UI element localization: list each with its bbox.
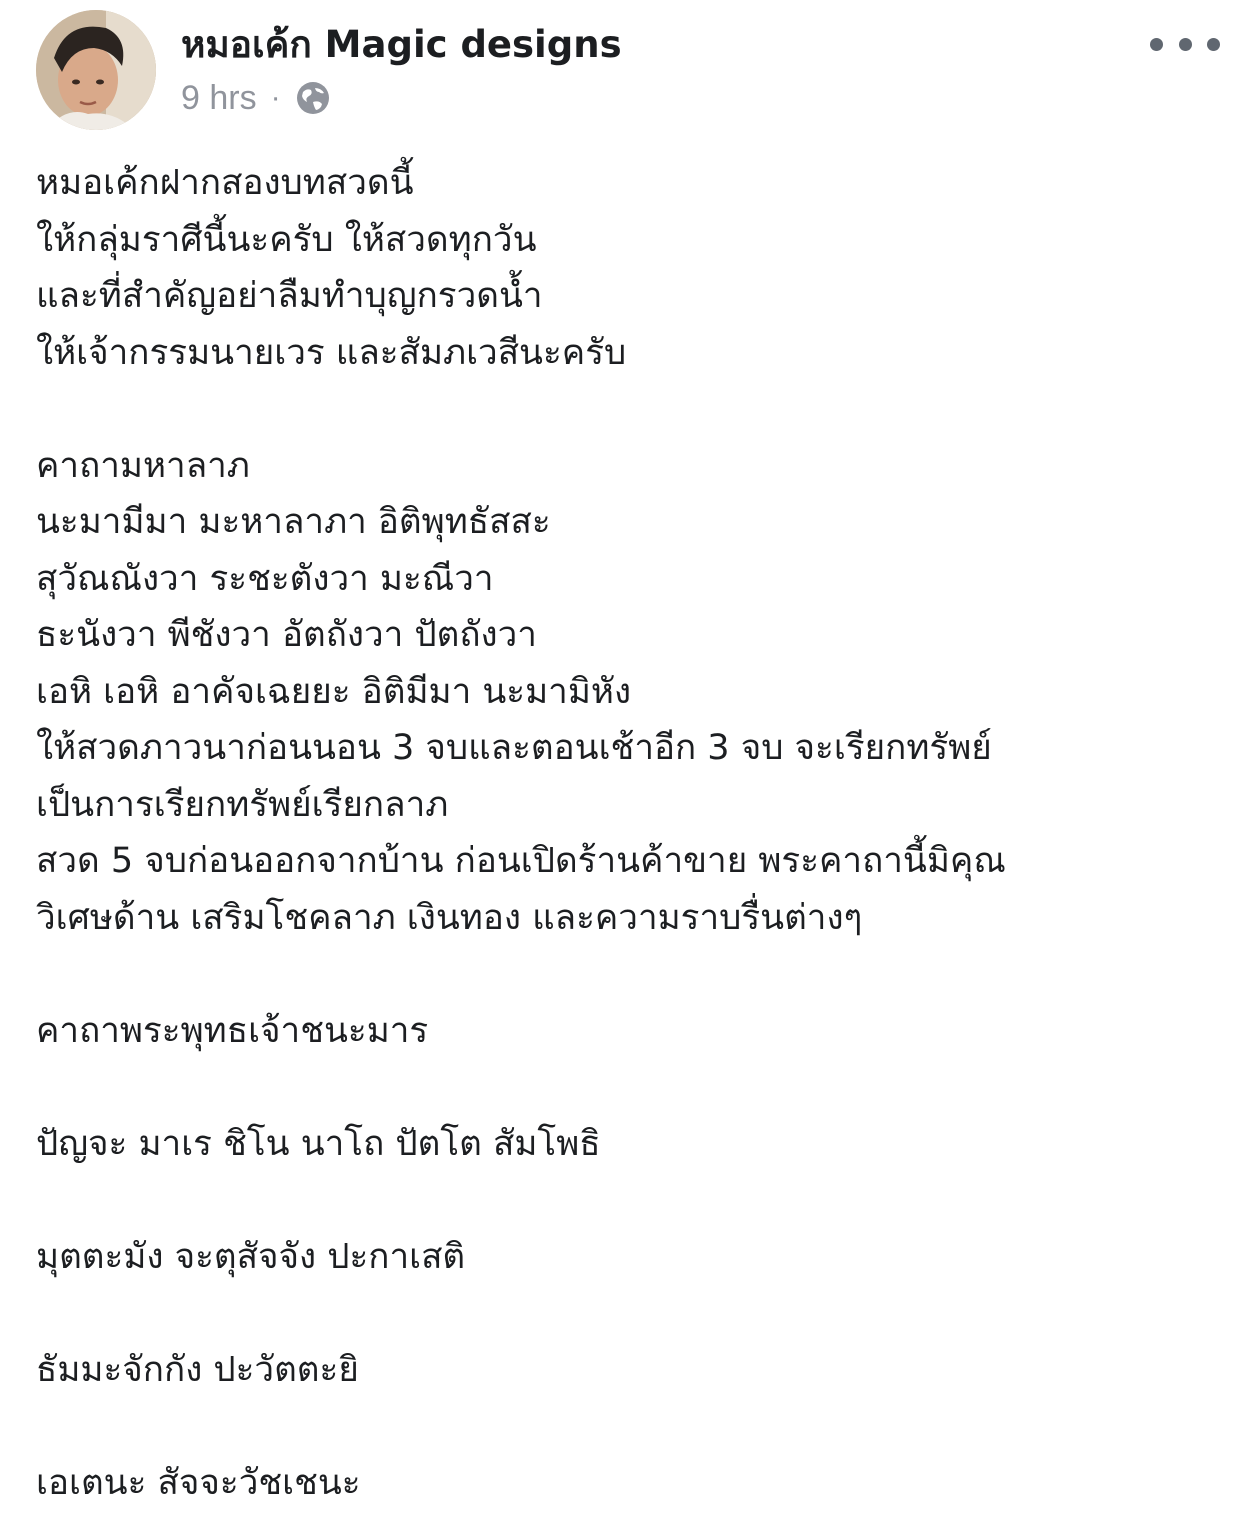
author-name[interactable]: หมอเค้ก Magic designs (181, 23, 622, 66)
post-header (0, 0, 1242, 140)
post-line: หมอเค้กฝากสองบทสวดนี้ (36, 163, 414, 203)
post-line: ปัญจะ มาเร ชิโน นาโถ ปัตโต สัมโพธิ (36, 1123, 601, 1164)
post-line: ธะนังวา พีชังวา อัตถังวา ปัตถังวา (36, 615, 537, 655)
more-options-button[interactable] (1150, 24, 1220, 64)
post-line: วิเศษด้าน เสริมโชคลาภ เงินทอง และความราบรื่นต่างๆ (36, 897, 863, 938)
meta-separator: · (270, 81, 281, 114)
more-horizontal-icon-dot (1207, 38, 1220, 51)
profile-photo-icon (36, 10, 156, 130)
post-text (36, 155, 1216, 1511)
author-avatar[interactable] (36, 10, 156, 130)
post-line: มุตตะมัง จะตุสัจจัง ปะกาเสติ (36, 1236, 466, 1277)
post-line (36, 946, 1216, 1003)
post-line: สุวัณณังวา ระชะตังวา มะณีวา (36, 558, 494, 599)
post-meta (181, 76, 331, 120)
post-line (36, 1172, 1216, 1229)
post-line: คาถาพระพุทธเจ้าชนะมาร (36, 1010, 429, 1051)
post-timestamp[interactable]: 9 hrs (181, 78, 257, 117)
globe-icon[interactable] (295, 80, 331, 116)
post-line: เป็นการเรียกทรัพย์เรียกลาภ (36, 784, 449, 825)
more-horizontal-icon-dot (1179, 38, 1192, 51)
post-line: นะมามีมา มะหาลาภา อิติพุทธัสสะ (36, 502, 551, 542)
post-line (36, 1059, 1216, 1116)
post-line: สวด 5 จบก่อนออกจากบ้าน ก่อนเปิดร้านค้าขาย พระคาถานี้มิคุณ (36, 841, 1006, 881)
post-line (36, 1285, 1216, 1342)
post-line: ให้กลุ่มราศีนี้นะครับ ให้สวดทุกวัน (36, 219, 537, 260)
post-line: ธัมมะจักกัง ปะวัตตะยิ (36, 1349, 359, 1390)
post-line (36, 1398, 1216, 1455)
more-horizontal-icon-dot (1150, 38, 1163, 51)
post-line: เอหิ เอหิ อาคัจเฉยยะ อิติมีมา นะมามิหัง (36, 671, 632, 712)
post-line (36, 381, 1216, 438)
post-line: และที่สำคัญอย่าลืมทำบุญกรวดน้ำ (36, 276, 543, 316)
post-line: ให้เจ้ากรรมนายเวร และสัมภเวสีนะครับ (36, 332, 627, 373)
post-line: คาถามหาลาภ (36, 445, 250, 486)
post-line: ให้สวดภาวนาก่อนนอน 3 จบและตอนเช้าอีก 3 จบ จะเรียกทรัพย์ (36, 728, 992, 768)
post-line: เอเตนะ สัจจะวัชเชนะ (36, 1462, 361, 1503)
